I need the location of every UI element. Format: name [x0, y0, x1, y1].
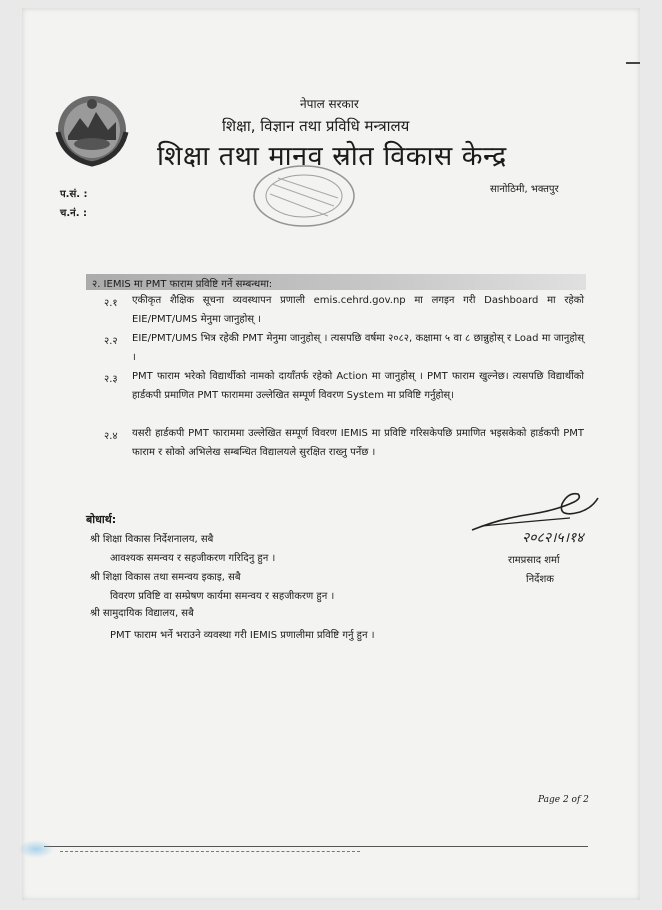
item-number: २.३: [104, 374, 118, 385]
blue-smudge: [18, 840, 54, 858]
signature-date: २०८२।५।१४: [522, 530, 584, 546]
nepal-emblem-icon: [54, 92, 130, 168]
item-text: यसरी हार्डकपी PMT फाराममा उल्लेखित सम्पूर्ण विवरण IEMIS मा प्रविष्टि गरिसकेपछि प्रमाणित भइसकेको हार्डकपी PMT फाराम र सोको अभिलेख सम्बन्धित विद्यालयले सुरक्षित राख्नु पर्नेछ ।: [132, 428, 584, 458]
center-name: शिक्षा तथा मानव स्रोत विकास केन्द्र: [157, 141, 507, 172]
item-number: २.२: [104, 336, 118, 347]
recipient-note: PMT फाराम भर्ने भराउने व्यवस्था गरी IEMIS प्रणालीमा प्रविष्टि गर्नु हुन ।: [110, 630, 375, 641]
item-text: PMT फाराम भरेको विद्यार्थीको नामको दायाँतर्फ रहेको Action मा जानुहोस् । PMT फाराम खुल्नेछ। त्यसपछि विद्यार्थीको हार्डकपी प्रमाणित PMT फाराममा उल्लेखित सम्पूर्ण विवरण System मा प्रविष्टि गर्नुहोस्।: [132, 371, 584, 401]
signatory-title: निर्देशक: [526, 574, 554, 585]
item-text: एकीकृत शैक्षिक सूचना व्यवस्थापन प्रणाली emis.cehrd.gov.np मा लगइन गरी Dashboard मा रहेको EIE/PMT/UMS मेनुमा जानुहोस् ।: [132, 295, 584, 325]
page-number: Page 2 of 2: [538, 795, 589, 805]
government-name: नेपाल सरकार: [300, 97, 359, 111]
ref-pa: प.सं. :: [60, 189, 88, 200]
footer-divider: [44, 846, 588, 847]
recipient-note: विवरण प्रविष्टि वा सम्प्रेषण कार्यमा समन्वय र सहजीकरण हुन ।: [110, 591, 335, 602]
office-stamp-icon: [248, 160, 360, 232]
signature-scribble-icon: [462, 488, 612, 558]
signatory-name: रामप्रसाद शर्मा: [508, 555, 560, 566]
recipient-name: श्री सामुदायिक विद्यालय, सबै: [90, 608, 194, 619]
ref-cha: च.नं. :: [60, 208, 87, 219]
recipient-name: श्री शिक्षा विकास निर्देशनालय, सबै: [90, 534, 214, 545]
item-number: २.१: [104, 298, 118, 309]
ministry-name: शिक्षा, विज्ञान तथा प्रविधि मन्त्रालय: [222, 117, 410, 135]
footer-faded-text: [60, 851, 360, 853]
edge-mark: [626, 62, 640, 64]
item-number: २.४: [104, 431, 118, 442]
item-text: EIE/PMT/UMS भित्र रहेकी PMT मेनुमा जानुहोस् । त्यसपछि वर्षमा २०८२, कक्षामा ५ वा ८ छान्नुहोस् र Load मा जानुहोस् ।: [132, 333, 584, 363]
section-heading: २. IEMIS मा PMT फाराम प्रविष्टि गर्ने सम्बन्धमा:: [92, 279, 273, 290]
recipient-note: आवश्यक समन्वय र सहजीकरण गरिदिनु हुन ।: [110, 553, 276, 564]
bodharth-label: बोधार्थ:: [86, 513, 117, 526]
recipient-name: श्री शिक्षा विकास तथा समन्वय इकाइ, सबै: [90, 572, 241, 583]
office-address: सानोठिमी, भक्तपुर: [490, 184, 559, 195]
